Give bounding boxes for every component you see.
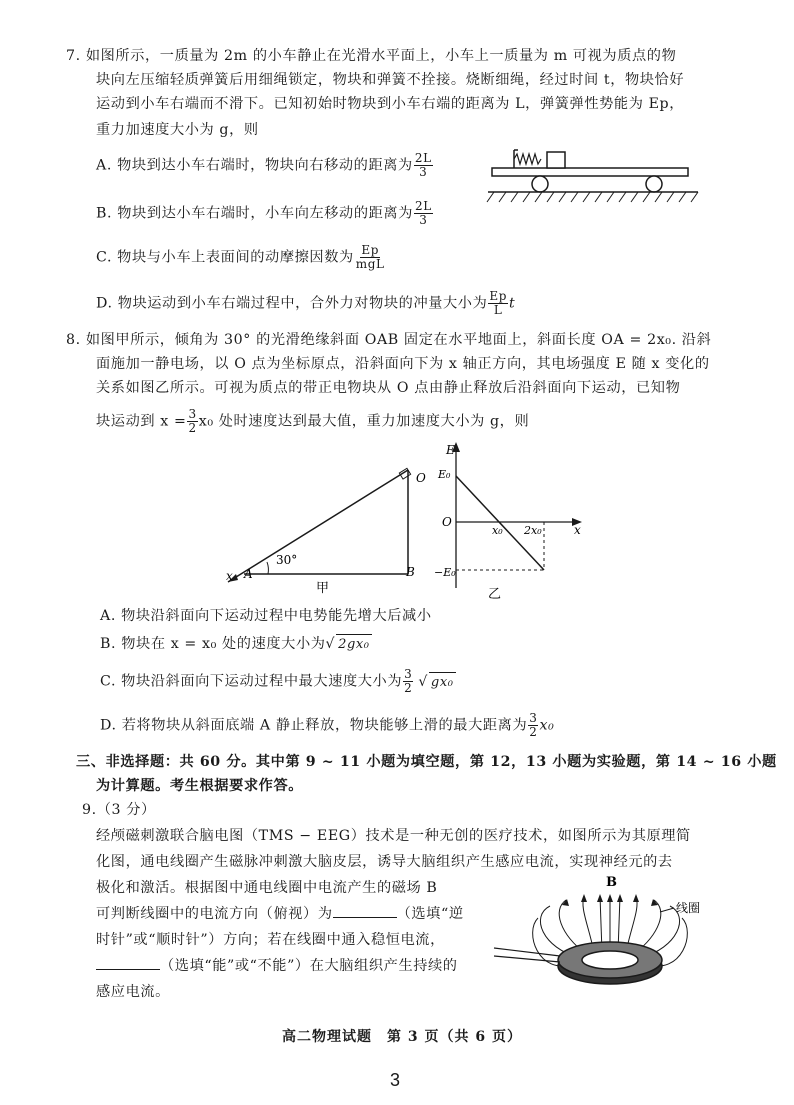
q8-option-c-fraction: [403, 668, 413, 695]
page-footer: 高二物理试题 第 3 页（共 6 页）: [282, 1029, 522, 1045]
q8-stem-line-3: 关系如图乙所示。可视为质点的带正电物块从 O 点由静止释放后沿斜面向下运动，已知物: [96, 380, 681, 396]
section3-heading-line-1: 三、非选择题：共 60 分。其中第 9 ~ 11 小题为填空题，第 12，13 小题为实验题，第 14 ~ 16 小题: [76, 754, 777, 770]
q9-line-2: 化图，通电线圈产生磁脉冲刺激大脑皮层，诱导大脑组织产生感应电流，实现神经元的去: [96, 854, 673, 870]
q9-line-3: 极化和激活。根据图中通电线圈中电流产生的磁场 B: [96, 880, 438, 896]
q7-stem-line-3: 运动到小车右端而不滑下。已知初始时物块到小车右端的距离为 L，弹簧弹性势能为 Ep，: [96, 96, 685, 112]
q9-line-6-post: （选填“能”或“不能”）在大脑组织产生持续的: [160, 958, 458, 974]
e-axis-label: E: [446, 443, 455, 457]
e-field-line: [456, 476, 544, 570]
q7-option-a-num: 2L: [414, 151, 432, 165]
q9-line-4: [96, 904, 464, 924]
q9-line-4-post: （选填“逆: [396, 906, 464, 922]
q9-line-5: 时针”或“顺时针”）方向；若在线圈中通入稳恒电流，: [96, 932, 445, 948]
q8-option-c-text: C. 物块沿斜面向下运动过程中最大速度大小为: [100, 673, 403, 690]
origin-label: O: [442, 515, 452, 529]
q8-stem-line-2: 面施加一静电场，以 O 点为坐标原点，沿斜面向下为 x 轴正方向，其电场强度 E 随 x 变化的: [96, 356, 710, 372]
q7-option-b-fraction: [414, 200, 433, 227]
answer-blank-2[interactable]: [96, 957, 160, 970]
left-wheel: [532, 176, 548, 192]
q7-option-c-num: Ep: [361, 243, 380, 257]
q7-option-d-tail: t: [509, 295, 516, 312]
q8-stem-line-1: 8. 如图甲所示，倾角为 30° 的光滑绝缘斜面 OAB 固定在水平地面上，斜面长度 OA = 2x₀. 沿斜: [66, 332, 712, 348]
answer-blank-1[interactable]: [333, 905, 397, 918]
b-field-label: B: [606, 875, 617, 890]
q9-line-7: 感应电流。: [96, 984, 170, 1000]
q9-header: 9.（3 分）: [82, 802, 156, 818]
q7-option-b: [96, 200, 434, 227]
q9-line-4-pre: 可判断线圈中的电流方向（俯视）为: [96, 906, 333, 922]
q8-option-c-den: 2: [404, 681, 413, 695]
q8-option-d: [100, 712, 554, 739]
q7-stem-line-2: 块向左压缩轻质弹簧后用细绳锁定，物块和弹簧不拴接。烧断细绳，经过时间 t，物块恰好: [96, 72, 685, 88]
x0-label: x₀: [492, 524, 503, 537]
q8-stem-line-4-post: x₀ 处时速度达到最大值，重力加速度大小为 g，则: [198, 413, 530, 430]
q8-stem-fraction: [187, 408, 197, 435]
block: [547, 152, 565, 168]
figure-jia-incline: [220, 458, 430, 596]
two-x0-label: 2x₀: [524, 524, 542, 537]
coil-figure: [490, 872, 730, 996]
q7-option-c: [96, 244, 387, 271]
q8-option-b-radicand: 2gx₀: [336, 634, 372, 655]
q8-option-b: [100, 634, 372, 655]
q7-option-a: [96, 152, 434, 179]
lead-wire-1: [494, 948, 560, 956]
coil-ring-hole: [582, 951, 638, 969]
point-b-label: B: [406, 565, 415, 579]
q8-option-d-tail: x₀: [539, 717, 555, 734]
figure-yi-e-x-graph: [430, 438, 590, 602]
coil-label-leader: [660, 908, 674, 912]
q8-option-c-radicand: gx₀: [429, 672, 456, 693]
sqrt-sign-icon: √: [325, 636, 336, 652]
cart-spring-figure: [484, 140, 704, 212]
q7-option-c-text: C. 物块与小车上表面间的动摩擦因数为: [96, 249, 354, 266]
coil-label: 线圈: [676, 901, 701, 915]
figure-yi-caption: 乙: [488, 587, 502, 602]
section3-heading-line-2: 为计算题。考生根据要求作答。: [96, 778, 304, 794]
q9-line-1: 经颅磁刺激联合脑电图（TMS − EEG）技术是一种无创的医疗技术，如图所示为其原理简: [96, 828, 691, 844]
q7-option-b-den: 3: [419, 213, 428, 227]
q8-option-b-text: B. 物块在 x = x₀ 处的速度大小为: [100, 636, 326, 652]
q8-stem-line-4-pre: 块运动到 x =: [96, 413, 187, 430]
q7-option-a-den: 3: [419, 165, 428, 179]
q7-option-d-text: D. 物块运动到小车右端过程中，合外力对物块的冲量大小为: [96, 295, 488, 312]
q8-option-a: A. 物块沿斜面向下运动过程中电势能先增大后减小: [100, 608, 432, 624]
q8-option-d-fraction: [528, 712, 538, 739]
q7-option-b-text: B. 物块到达小车右端时，小车向左移动的距离为: [96, 205, 413, 222]
q8-stem-frac-num: 3: [188, 407, 197, 421]
q7-option-c-den: mgL: [355, 257, 385, 271]
point-o-label: O: [416, 471, 426, 485]
q9-line-6: [96, 956, 458, 976]
q8-option-c: [100, 668, 456, 695]
neg-e0-label: −E₀: [434, 566, 456, 579]
q7-option-d-den: L: [493, 303, 503, 317]
angle-label: 30°: [276, 553, 298, 567]
q8-stem-frac-den: 2: [188, 421, 197, 435]
q7-option-d-fraction: [488, 290, 508, 317]
figure-jia-caption: 甲: [316, 581, 330, 596]
q7-option-c-fraction: [355, 244, 386, 271]
x-axis-label: x: [226, 569, 233, 583]
q7-stem-line-4: 重力加速度大小为 g，则: [96, 122, 259, 138]
spring: [514, 154, 541, 164]
q7-option-d-num: Ep: [489, 289, 508, 303]
lead-wire-2: [494, 956, 560, 962]
x-axis-label-yi: x: [574, 523, 581, 537]
q7-option-d: [96, 290, 515, 317]
e0-label: E₀: [438, 468, 451, 481]
q8-option-d-text: D. 若将物块从斜面底端 A 静止释放，物块能够上滑的最大距离为: [100, 717, 528, 734]
page-number: 3: [390, 1070, 401, 1090]
q8-option-d-num: 3: [529, 711, 538, 725]
incline-hypotenuse: [228, 470, 408, 582]
ground-hatching: [487, 192, 698, 202]
q7-option-a-text: A. 物块到达小车右端时，物块向右移动的距离为: [96, 157, 413, 174]
cart-body: [492, 168, 688, 176]
q7-option-b-num: 2L: [415, 199, 432, 213]
right-wheel: [646, 176, 662, 192]
sqrt-sign-icon: √: [418, 673, 428, 690]
q8-option-d-den: 2: [529, 725, 538, 739]
angle-arc: [267, 562, 268, 574]
q7-stem-line-1: 7. 如图所示，一质量为 2m 的小车静止在光滑水平面上，小车上一质量为 m 可视为质点的物: [66, 48, 677, 64]
point-a-label: A: [244, 567, 253, 581]
q7-option-a-fraction: [414, 152, 433, 179]
q8-stem-line-4: [96, 408, 529, 435]
q8-option-c-num: 3: [404, 667, 413, 681]
